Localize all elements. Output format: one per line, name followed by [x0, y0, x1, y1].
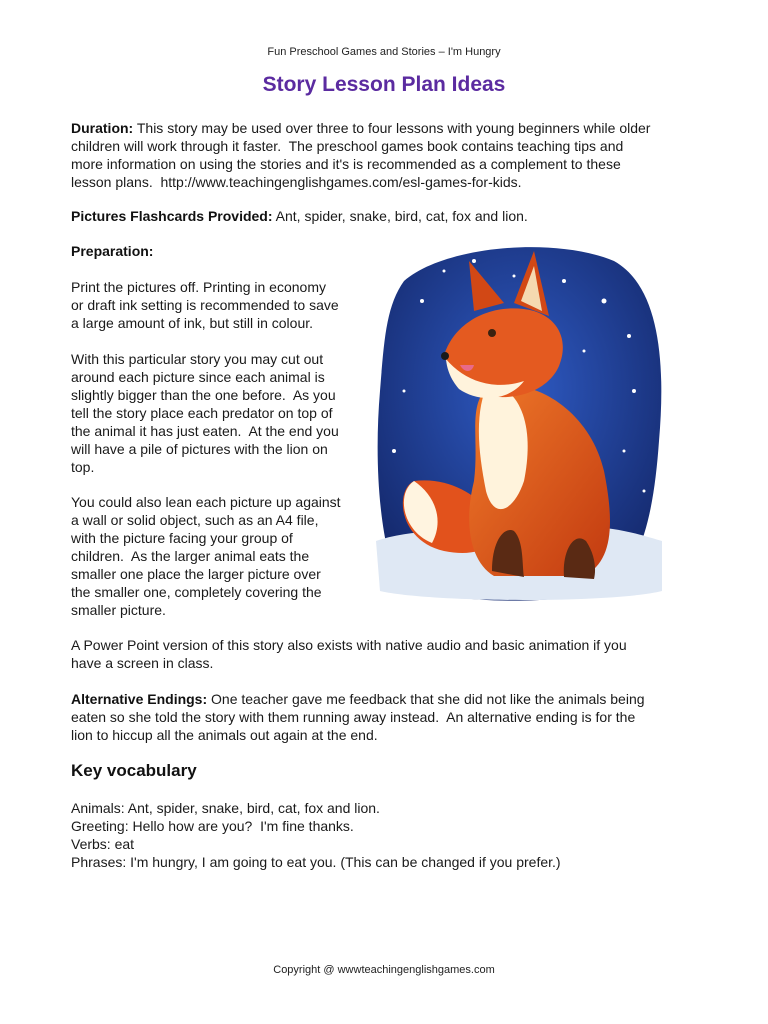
- vocab-line: Verbs: eat: [71, 836, 135, 852]
- alternative-line: eaten so she told the story with them running away instead. An alternative ending is for the: [71, 709, 636, 725]
- prep2-line: With this particular story you may cut out: [71, 351, 324, 367]
- vocab-line: Greeting: Hello how are you? I'm fine thanks.: [71, 818, 354, 834]
- prep2-line: around each picture since each animal is: [71, 369, 325, 385]
- prep-paragraph-3: [71, 493, 341, 619]
- vocab-line: Animals: Ant, spider, snake, bird, cat, fox and lion.: [71, 800, 380, 816]
- copyright-footer: Copyright @ wwwteachingenglishgames.com: [273, 964, 495, 976]
- page-header: Fun Preschool Games and Stories – I'm Hungry: [267, 46, 501, 58]
- powerpoint-line: have a screen in class.: [71, 655, 214, 671]
- flashcards-label: Pictures Flashcards Provided:: [71, 208, 273, 224]
- prep2-line: top.: [71, 459, 95, 475]
- prep3-line: You could also lean each picture up against: [71, 494, 341, 510]
- prep2-line: slightly bigger than the one before. As you: [71, 387, 336, 403]
- prep3-line: smaller picture.: [71, 602, 166, 618]
- prep2-line: will have a pile of pictures with the lion on: [71, 441, 328, 457]
- prep-paragraph-1: [71, 278, 339, 332]
- prep-paragraph-2: [71, 350, 339, 476]
- duration-line-4: lesson plans. http://www.teachingenglishgames.com/esl-games-for-kids.: [71, 174, 522, 190]
- key-vocabulary-heading: Key vocabulary: [71, 761, 197, 780]
- vocab-list: [71, 799, 561, 871]
- prep3-line: children. As the larger animal eats the: [71, 548, 310, 564]
- prep2-line: tell the story place each predator on top of: [71, 405, 333, 421]
- page-title: Story Lesson Plan Ideas: [262, 73, 506, 96]
- prep3-line: the smaller one, completely covering the: [71, 584, 322, 600]
- prep1-line: or draft ink setting is recommended to save: [71, 297, 339, 313]
- prep3-line: a wall or solid object, such as an A4 file,: [71, 512, 319, 528]
- alternative-line: One teacher gave me feedback that she did not like the animals being: [207, 691, 645, 707]
- alternative-label: Alternative Endings:: [71, 691, 208, 707]
- prep3-line: with the picture facing your group of: [71, 530, 293, 546]
- powerpoint-line: A Power Point version of this story also exists with native audio and basic animation if you: [71, 637, 627, 653]
- duration-line-3: more information on using the stories and it's is recommended as a complement to these: [71, 156, 621, 172]
- alternative-line: lion to hiccup all the animals out again at the end.: [71, 727, 378, 743]
- duration-label: Duration:: [71, 120, 134, 136]
- preparation-label: Preparation:: [71, 243, 154, 259]
- flashcards-text: Ant, spider, snake, bird, cat, fox and lion.: [272, 208, 528, 224]
- powerpoint-paragraph: [71, 636, 711, 672]
- prep1-line: Print the pictures off. Printing in economy: [71, 279, 326, 295]
- prep1-line: a large amount of ink, but still in colour.: [71, 315, 314, 331]
- prep2-line: the animal it has just eaten. At the end you: [71, 423, 339, 439]
- duration-line-2: children will work through it faster. The preschool games book contains teaching tips and: [71, 138, 624, 154]
- fox-eye: [488, 329, 496, 337]
- vocab-line: Phrases: I'm hungry, I am going to eat you. (This can be changed if you prefer.): [71, 854, 561, 870]
- duration-line-1: This story may be used over three to four lessons with young beginners while older: [133, 120, 651, 136]
- duration-paragraph: [71, 119, 711, 191]
- preparation-heading: [71, 242, 153, 260]
- fox-nose: [441, 352, 449, 360]
- prep3-line: smaller one place the larger picture over: [71, 566, 321, 582]
- alternative-endings-paragraph: [71, 690, 711, 744]
- fox-illustration: [374, 241, 664, 603]
- flashcards-paragraph: [71, 207, 528, 225]
